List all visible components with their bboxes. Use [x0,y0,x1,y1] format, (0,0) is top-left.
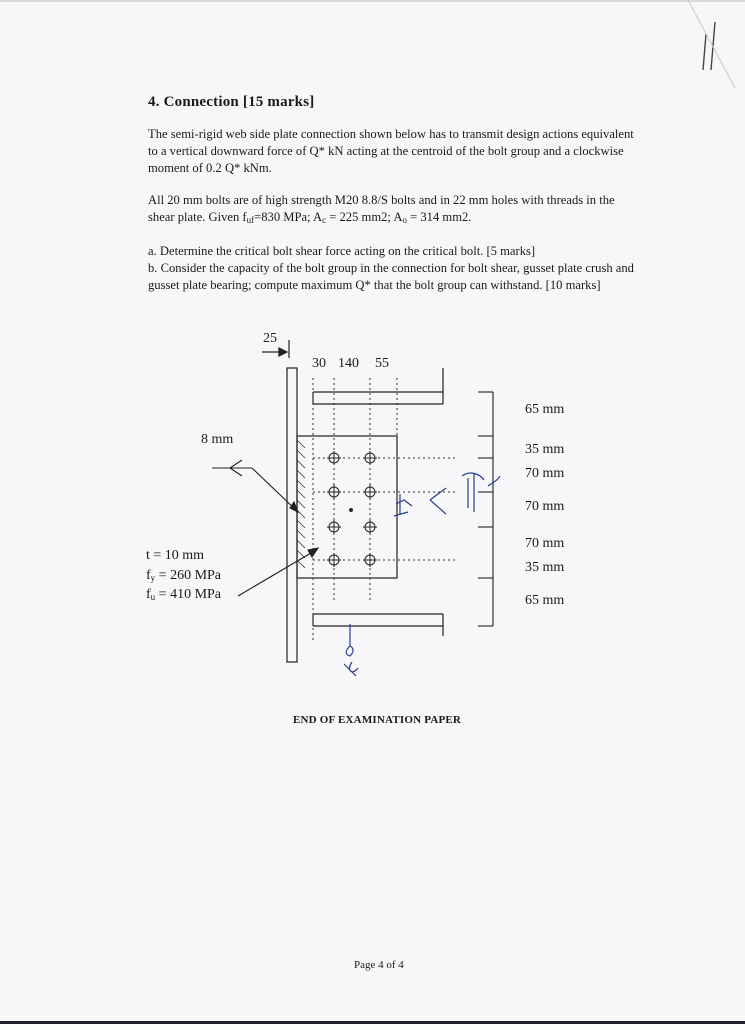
dim-right-3: 70 mm [525,466,565,481]
weld-hatch [297,440,305,568]
handwritten-notes [344,473,500,676]
dim-right-6: 35 mm [525,560,565,575]
question-intro: The semi-rigid web side plate connection shown below has to transmit design actions equivalent to a vertical downward force of Q* kN acting at the centroid of the bolt group and a clockwise moment of 0.2 Q* kNm. [148,127,634,175]
right-dimension-line [478,392,493,626]
column-flange [287,368,297,662]
dim-right-4: 70 mm [525,499,565,514]
part-a: a. Determine the critical bolt shear force acting on the critical bolt. [5 marks] [148,244,536,258]
dim-right-5: 70 mm [525,536,565,551]
weld-symbol [212,460,298,512]
weld-size-label: 8 mm [201,432,234,447]
bolt-group-centroid [349,508,353,512]
part-b: b. Consider the capacity of the bolt group in the connection for bolt shear, gusset plate crush and gusset plate bearing; compute maximum Q* that the bolt group can withstand. [10 marks] [148,261,634,292]
bolt-spec: All 20 mm bolts are of high strength M20 8.8/S bolts and in 22 mm holes with threads in the shear plate. Given $f_{uf}=830$ MPa; $A_c = 225$ mm2; $A_o = 314$ mm2. [148,193,615,225]
plate-fy: $f_y = 260$ MPa [146,568,222,583]
question-title: 4. Connection [15 marks] [148,94,315,110]
plate-fu: $f_u = 410$ MPa [146,587,222,602]
end-of-paper: END OF EXAMINATION PAPER [293,714,462,726]
page-number: Page 4 of 4 [354,959,404,971]
plate-thickness: t = 10 mm [146,548,205,563]
dim-55: 55 [375,356,389,371]
dim-30: 30 [312,356,326,371]
dim-140: 140 [338,356,359,371]
dim-25: 25 [263,331,277,346]
dim-right-1: 65 mm [525,402,565,417]
dim-right-2: 35 mm [525,442,565,457]
dim-right-7: 65 mm [525,593,565,608]
